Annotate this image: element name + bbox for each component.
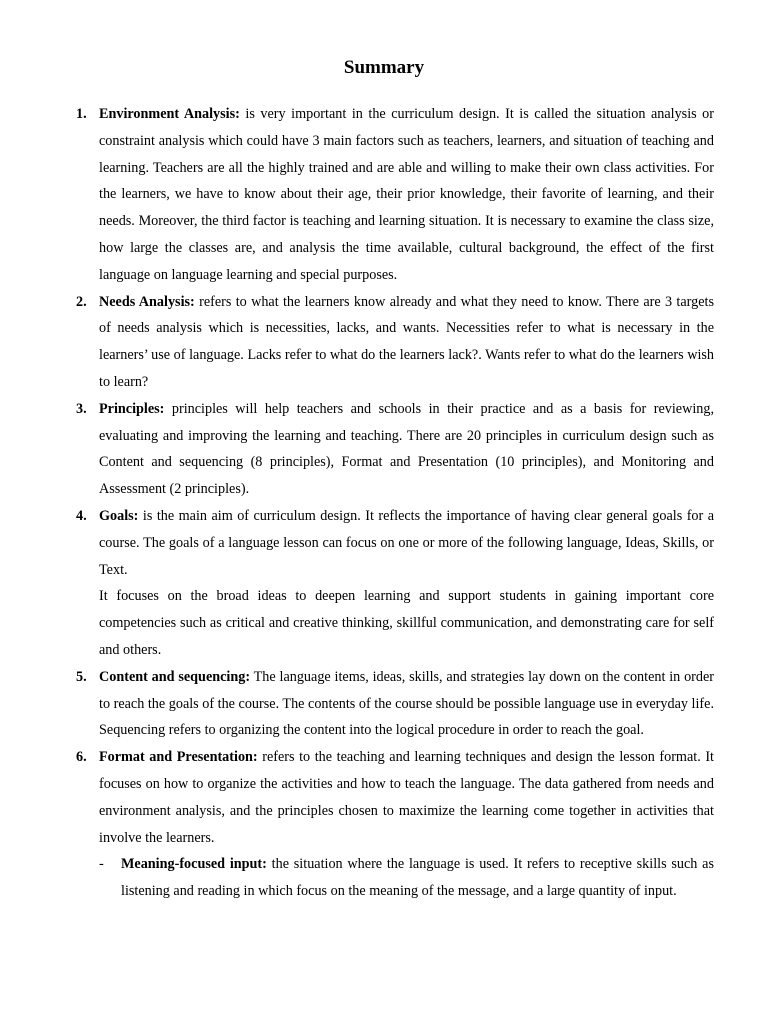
item-heading: Content and sequencing: xyxy=(99,668,251,685)
item-heading: Environment Analysis: xyxy=(99,106,240,122)
item-text: refers to the teaching and learning techniques and design the lesson format. It focuses on how to organize the activities and how to teach the language. The data gathered from needs and environment analysis, and the principles chosen to maximize the learning come together in activities that involve the learners. xyxy=(99,749,714,846)
dash-bullet: - xyxy=(99,856,104,873)
sub-item-text: the situation where the language is used. It refers to receptive skills such as listening and reading in which focus on the meaning of the message, and a large quantity of input. xyxy=(121,856,714,900)
item-number: 4. xyxy=(76,507,87,524)
item-text: refers to what the learners know already and what they need to know. There are 3 targets of needs analysis which is necessities, lacks, and wants. Necessities refer to what is necessary in the learners’ use of language. Lacks refer to what do the learners lack?. Wants refer to what do the learners wish to learn? xyxy=(99,293,714,390)
page-title: Summary xyxy=(343,57,425,78)
item-number: 3. xyxy=(76,400,87,417)
item-heading: Format and Presentation: xyxy=(99,749,258,766)
list-item xyxy=(76,744,714,851)
item-number: 2. xyxy=(76,293,87,310)
summary-list xyxy=(76,101,715,905)
item-text: principles will help teachers and schools in their practice and as a basis for reviewing, evaluating and improving the learning and teaching. There are 20 principles in curriculum design such as Content and sequencing (8 principles), Format and Presentation (10 principles), and Monitoring and Assessment (2 principles). xyxy=(99,400,714,498)
item-text: The language items, ideas, skills, and strategies lay down on the content in order to reach the goals of the course. The contents of the course should be possible language use in everyday life. Sequencing refers to organizing the content into the logical procedure in order to reach the goal. xyxy=(99,668,715,739)
item-text: is the main aim of curriculum design. It reflects the importance of having clear general goals for a course. The goals of a language lesson can focus on one or more of the following language, Ideas, Skills, or Text. xyxy=(99,507,714,578)
list-item xyxy=(76,101,714,289)
item-number: 1. xyxy=(76,106,87,122)
item-heading: Needs Analysis: xyxy=(99,293,195,310)
sub-item-heading: Meaning-focused input: xyxy=(121,856,267,873)
list-item xyxy=(76,289,714,396)
item-heading: Goals: xyxy=(99,507,139,524)
item-number: 6. xyxy=(76,749,87,766)
list-item xyxy=(76,664,715,744)
sub-list-item xyxy=(99,851,714,905)
item-heading: Principles: xyxy=(99,400,165,417)
list-item xyxy=(76,503,714,583)
item-extra-paragraph: It focuses on the broad ideas to deepen learning and support students in gaining important core competencies such as critical and creative thinking, skillful communication, and demonstrating care for self and others. xyxy=(99,588,714,658)
item-text: is very important in the curriculum design. It is called the situation analysis or constraint analysis which could have 3 main factors such as teachers, learners, and situation of teaching and learning. Teachers are all the highly trained and are able and willing to make their own class activities. For the learners, we have to know about their age, their prior knowledge, their favorite of learning, and their needs. Moreover, the third factor is teaching and learning situation. It is necessary to examine the class size, how large the classes are, and analysis the time available, cultural background, the effect of the first language on language learning and special purposes. xyxy=(99,106,714,283)
list-item xyxy=(76,396,714,503)
item-number: 5. xyxy=(76,668,87,685)
